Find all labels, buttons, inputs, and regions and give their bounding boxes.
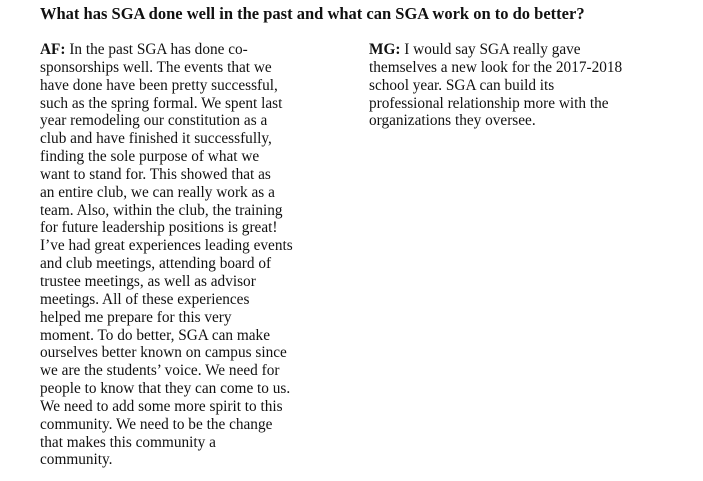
answer-text: I would say SGA really gave bbox=[400, 41, 581, 58]
answer-line: meetings. All of these experiences bbox=[40, 290, 250, 308]
answer-line: finding the sole purpose of what we bbox=[40, 148, 260, 166]
answer-line: moment. To do better, SGA can make bbox=[40, 326, 270, 344]
answer-line bbox=[40, 41, 330, 59]
speaker-label: AF: bbox=[40, 41, 66, 58]
answer-line: sponsorships well. The events that we bbox=[40, 58, 272, 76]
answer-line: team. Also, within the club, the training bbox=[40, 201, 283, 219]
answer-line bbox=[369, 41, 669, 59]
answer-af bbox=[40, 41, 330, 469]
answer-line: organizations they oversee. bbox=[369, 112, 536, 130]
answer-line: community. bbox=[40, 451, 113, 469]
answer-line: I’ve had great experiences leading events bbox=[40, 237, 293, 255]
answer-mg bbox=[369, 41, 669, 130]
answer-line: helped me prepare for this very bbox=[40, 308, 232, 326]
answer-text: In the past SGA has done co- bbox=[65, 41, 248, 58]
answer-line: want to stand for. This showed that as bbox=[40, 165, 271, 183]
answer-line: have done have been pretty successful, bbox=[40, 76, 278, 94]
answer-line: and club meetings, attending board of bbox=[40, 255, 272, 273]
answer-line: community. We need to be the change bbox=[40, 415, 273, 433]
answer-line: people to know that they can come to us. bbox=[40, 380, 291, 398]
answer-line: we are the students’ voice. We need for bbox=[40, 362, 280, 380]
answer-line: such as the spring formal. We spent last bbox=[40, 94, 283, 112]
answer-line: We need to add some more spirit to this bbox=[40, 397, 283, 415]
answer-line: themselves a new look for the 2017-2018 bbox=[369, 58, 623, 76]
answer-line: year remodeling our constitution as a bbox=[40, 112, 268, 130]
answer-line: club and have finished it successfully, bbox=[40, 130, 272, 148]
answer-line: school year. SGA can build its bbox=[369, 76, 555, 94]
speaker-label: MG: bbox=[369, 41, 401, 58]
answer-line: ourselves better known on campus since bbox=[40, 344, 287, 362]
answer-line: trustee meetings, as well as advisor bbox=[40, 272, 256, 290]
answer-line: an entire club, we can really work as a bbox=[40, 183, 275, 201]
question-heading: What has SGA done well in the past and what can SGA work on to do better? bbox=[40, 4, 585, 23]
answer-line: professional relationship more with the bbox=[369, 94, 609, 112]
answer-line: that makes this community a bbox=[40, 433, 216, 451]
answer-line: for future leadership positions is great! bbox=[40, 219, 278, 237]
